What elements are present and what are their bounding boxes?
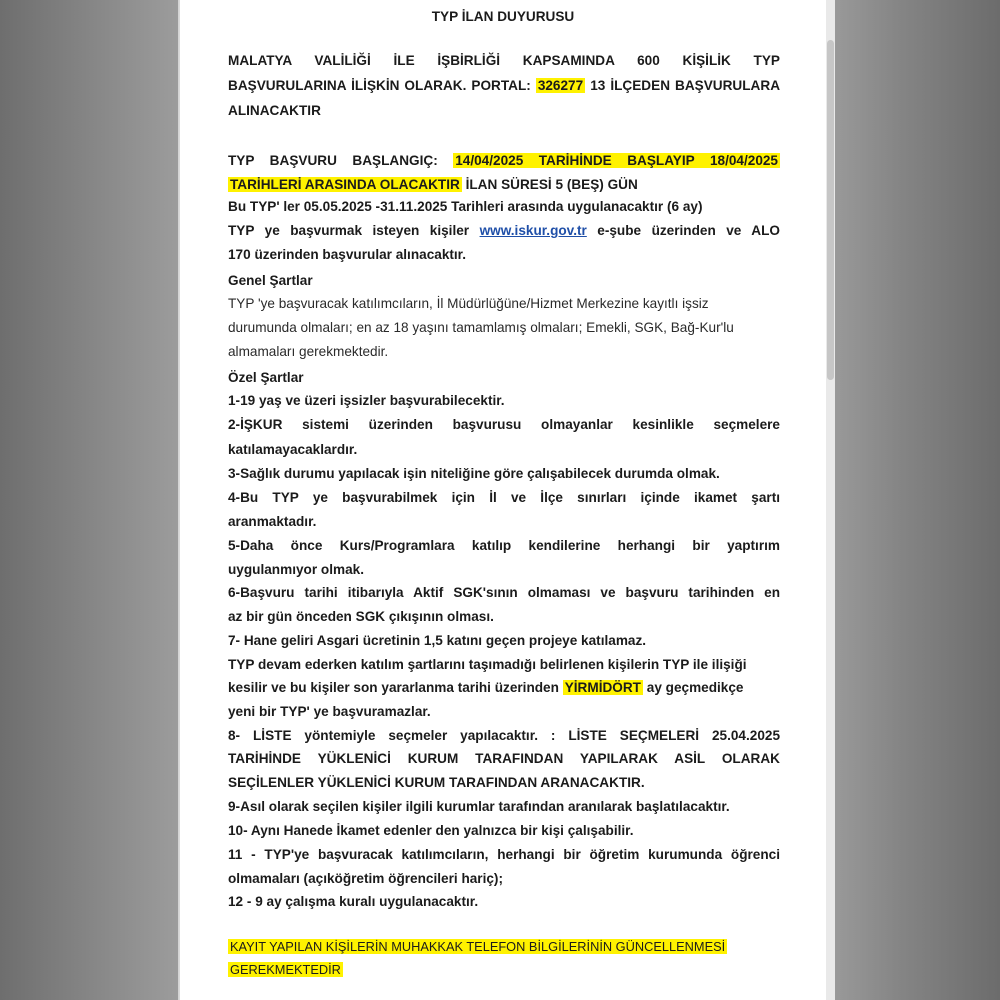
special-item-6-line-1: 6-Başvuru tarihi itibarıyla Aktif SGK'sının olmaması ve başvuru tarihinden en: [228, 585, 780, 600]
special-item-2-line-2: katılamayacaklardır.: [228, 442, 358, 457]
intro-line-2-text: BAŞVURULARINA İLİŞKİN OLARAK. PORTAL:: [228, 78, 536, 93]
intro-line-2-tail: 13 İLÇEDEN BAŞVURULARA: [585, 78, 781, 93]
special-item-1: 1-19 yaş ve üzeri işsizler başvurabilecektir.: [228, 393, 505, 408]
special-item-11-line-1: 11 - TYP'ye başvuracak katılımcıların, herhangi bir öğretim kurumunda öğrenci: [228, 847, 780, 862]
twenty-four-highlight: YİRMİDÖRT: [564, 680, 641, 695]
special-item-9: 9-Asıl olarak seçilen kişiler ilgili kurumlar tarafından aranılarak başlatılacaktır.: [228, 799, 730, 814]
exclusion-line-3: yeni bir TYP' ye başvuramazlar.: [228, 704, 431, 719]
exclusion-line-2: [228, 679, 780, 697]
special-item-2-line-1: 2-İŞKUR sistemi üzerinden başvurusu olmayanlar kesinlikle seçmelere: [228, 417, 780, 432]
general-line-3: almamaları gerekmektedir.: [228, 344, 389, 359]
scrollbar-thumb[interactable]: [827, 40, 834, 380]
special-item-8-line-1: 8- LİSTE yöntemiyle seçmeler yapılacaktır. : LİSTE SEÇMELERİ 25.04.2025: [228, 728, 780, 743]
exclusion-line-2-tail: ay geçmedikçe: [642, 680, 744, 695]
start-period-highlight: TARİHLERİ ARASINDA OLACAKTIR: [230, 177, 460, 192]
document-title: TYP İLAN DUYURUSU: [431, 9, 575, 24]
general-conditions-heading: Genel Şartlar: [228, 273, 313, 288]
start-line-3: Bu TYP' ler 05.05.2025 -31.11.2025 Tarihleri arasında uygulanacaktır (6 ay): [228, 199, 703, 214]
start-line-4-text: TYP ye başvurmak isteyen kişiler: [228, 223, 480, 238]
footer-notice-line-1: [228, 938, 780, 956]
special-item-5-line-2: uygulanmıyor olmak.: [228, 562, 364, 577]
start-line-1: [228, 152, 780, 170]
iskur-website-link[interactable]: www.iskur.gov.tr: [479, 223, 587, 238]
footer-notice-highlight-2: GEREKMEKTEDİR: [230, 962, 341, 977]
special-item-4-line-1: 4-Bu TYP ye başvurabilmek için İl ve İlçe sınırları içinde ikamet şartı: [228, 490, 780, 505]
announcement-duration: İLAN SÜRESİ 5 (BEŞ) GÜN: [461, 177, 638, 192]
special-item-6-line-2: az bir gün önceden SGK çıkışının olması.: [228, 609, 494, 624]
special-item-7: 7- Hane geliri Asgari ücretinin 1,5 katını geçen projeye katılamaz.: [228, 633, 647, 648]
intro-line-2: [228, 77, 780, 95]
start-line-4-tail: e-şube üzerinden ve ALO: [586, 223, 780, 238]
general-line-1: TYP 'ye başvuracak katılımcıların, İl Müdürlüğüne/Hizmet Merkezine kayıtlı işsiz: [228, 296, 709, 311]
special-item-10: 10- Aynı Hanede İkamet edenler den yalnızca bir kişi çalışabilir.: [228, 823, 634, 838]
special-item-4-line-2: aranmaktadır.: [228, 514, 317, 529]
start-line-4: [228, 222, 780, 240]
special-item-8-line-2: TARİHİNDE YÜKLENİCİ KURUM TARAFINDAN YAPILARAK ASİL OLARAK: [228, 751, 780, 766]
footer-notice-highlight-1: KAYIT YAPILAN KİŞİLERİN MUHAKKAK TELEFON BİLGİLERİNİN GÜNCELLENMESİ: [230, 939, 726, 954]
intro-line-1: MALATYA VALİLİĞİ İLE İŞBİRLİĞİ KAPSAMINDA 600 KİŞİLİK TYP: [228, 53, 780, 68]
right-gray-band: [832, 0, 1000, 1000]
intro-line-3: ALINACAKTIR: [228, 103, 321, 118]
start-label: TYP BAŞVURU BAŞLANGIÇ:: [228, 153, 454, 168]
special-item-12: 12 - 9 ay çalışma kuralı uygulanacaktır.: [228, 894, 479, 909]
special-item-8-line-3: SEÇİLENLER YÜKLENİCİ KURUM TARAFINDAN ARANACAKTIR.: [228, 775, 645, 790]
left-gray-band: [0, 0, 178, 1000]
special-item-5-line-1: 5-Daha önce Kurs/Programlara katılıp kendilerine herhangi bir yaptırım: [228, 538, 780, 553]
footer-notice-line-2: [228, 961, 780, 979]
start-dates-highlight: 14/04/2025 TARİHİNDE BAŞLAYIP 18/04/2025: [455, 153, 778, 168]
special-conditions-heading: Özel Şartlar: [228, 370, 304, 385]
start-line-2: [228, 176, 780, 194]
portal-number: 326277: [537, 78, 584, 93]
exclusion-line-2-text: kesilir ve bu kişiler son yararlanma tarihi üzerinden: [228, 680, 563, 695]
exclusion-line-1: TYP devam ederken katılım şartlarını taşımadığı belirlenen kişilerin TYP ile ilişiği: [228, 657, 747, 672]
special-item-11-line-2: olmamaları (açıköğretim öğrencileri hariç);: [228, 871, 503, 886]
document-page: [180, 0, 826, 1000]
general-line-2: durumunda olmaları; en az 18 yaşını tamamlamış olmaları; Emekli, SGK, Bağ-Kur'lu: [228, 320, 734, 335]
start-line-5: 170 üzerinden başvurular alınacaktır.: [228, 247, 466, 262]
special-item-3: 3-Sağlık durumu yapılacak işin niteliğine göre çalışabilecek durumda olmak.: [228, 466, 720, 481]
